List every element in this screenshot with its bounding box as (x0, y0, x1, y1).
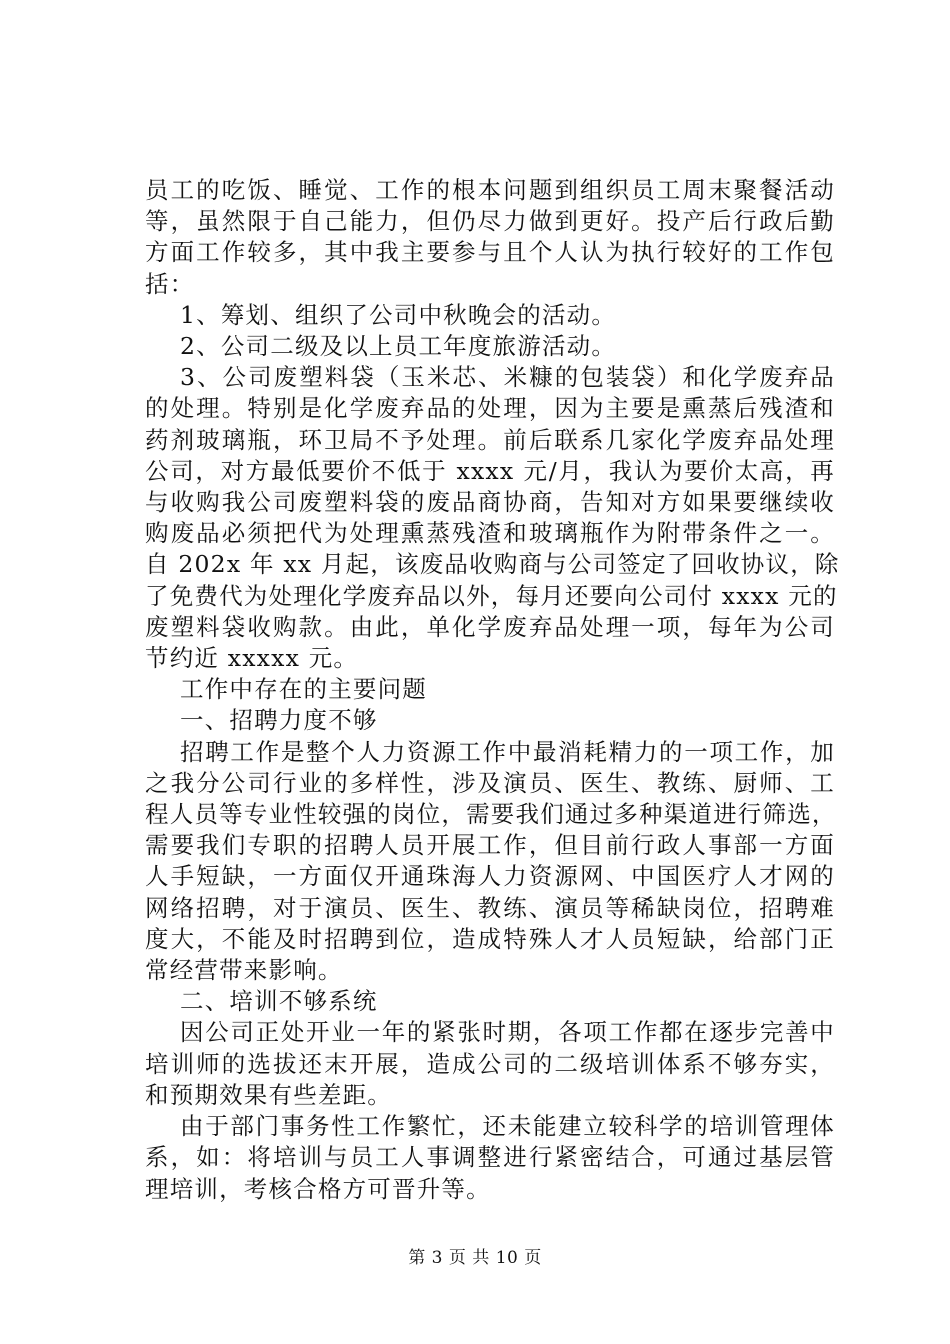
text-line: 一、招聘力度不够 (180, 706, 378, 735)
text-line: 3、公司废塑料袋（玉米芯、米糠的包装袋）和化学废弃品 (180, 363, 835, 392)
document-body (145, 175, 840, 1205)
text-line: 程人员等专业性较强的岗位，需要我们通过多种渠道进行筛选， (145, 800, 837, 829)
text-line: 工作中存在的主要问题 (180, 675, 427, 704)
text-line: 之我分公司行业的多样性，涉及演员、医生、教练、厨师、工 (145, 768, 835, 797)
text-line: 系，如：将培训与员工人事调整进行紧密结合，可通过基层管 (145, 1143, 835, 1172)
page-footer: 第 3 页 共 10 页 (408, 1248, 542, 1268)
text-line: 公司，对方最低要价不低于 xxxx 元/月，我认为要价太高，再 (145, 456, 835, 485)
text-line: 药剂玻璃瓶，环卫局不予处理。前后联系几家化学废弃品处理 (145, 425, 835, 454)
text-line: 二、培训不够系统 (180, 987, 378, 1016)
text-line: 自 202x 年 xx 月起，该废品收购商与公司签定了回收协议，除 (145, 550, 840, 579)
text-line: 网络招聘，对于演员、医生、教练、演员等稀缺岗位，招聘难 (145, 893, 835, 922)
text-line: 招聘工作是整个人力资源工作中最消耗精力的一项工作，加 (180, 737, 835, 766)
text-line: 方面工作较多，其中我主要参与且个人认为执行较好的工作包 (145, 238, 835, 267)
text-line: 等，虽然限于自己能力，但仍尽力做到更好。投产后行政后勤 (145, 207, 835, 236)
text-line: 因公司正处开业一年的紧张时期，各项工作都在逐步完善中 (180, 1018, 835, 1047)
text-line: 了免费代为处理化学废弃品以外，每月还要向公司付 xxxx 元的 (145, 581, 838, 610)
text-line: 的处理。特别是化学废弃品的处理，因为主要是熏蒸后残渣和 (145, 394, 835, 423)
text-line: 2、公司二级及以上员工年度旅游活动。 (180, 332, 617, 361)
text-line: 需要我们专职的招聘人员开展工作，但目前行政人事部一方面 (145, 831, 835, 860)
text-line: 人手短缺，一方面仅开通珠海人力资源网、中国医疗人才网的 (145, 862, 835, 891)
text-line: 节约近 xxxxx 元。 (145, 644, 359, 673)
text-line: 括： (145, 269, 195, 298)
text-line: 培训师的选拔还末开展，造成公司的二级培训体系不够夯实， (145, 1049, 835, 1078)
text-line: 由于部门事务性工作繁忙，还未能建立较科学的培训管理体 (180, 1112, 835, 1141)
text-line: 度大，不能及时招聘到位，造成特殊人才人员短缺，给部门正 (145, 924, 835, 953)
text-line: 购废品必须把代为处理熏蒸残渣和玻璃瓶作为附带条件之一。 (145, 519, 835, 548)
text-line: 理培训，考核合格方可晋升等。 (145, 1174, 491, 1203)
text-line: 和预期效果有些差距。 (145, 1080, 392, 1109)
text-line: 与收购我公司废塑料袋的废品商协商，告知对方如果要继续收 (145, 488, 835, 517)
text-line: 员工的吃饭、睡觉、工作的根本问题到组织员工周末聚餐活动 (145, 176, 835, 204)
text-line: 常经营带来影响。 (145, 956, 343, 985)
text-line: 废塑料袋收购款。由此，单化学废弃品处理一项，每年为公司 (145, 612, 835, 641)
text-line: 1、筹划、组织了公司中秋晚会的活动。 (180, 300, 617, 329)
